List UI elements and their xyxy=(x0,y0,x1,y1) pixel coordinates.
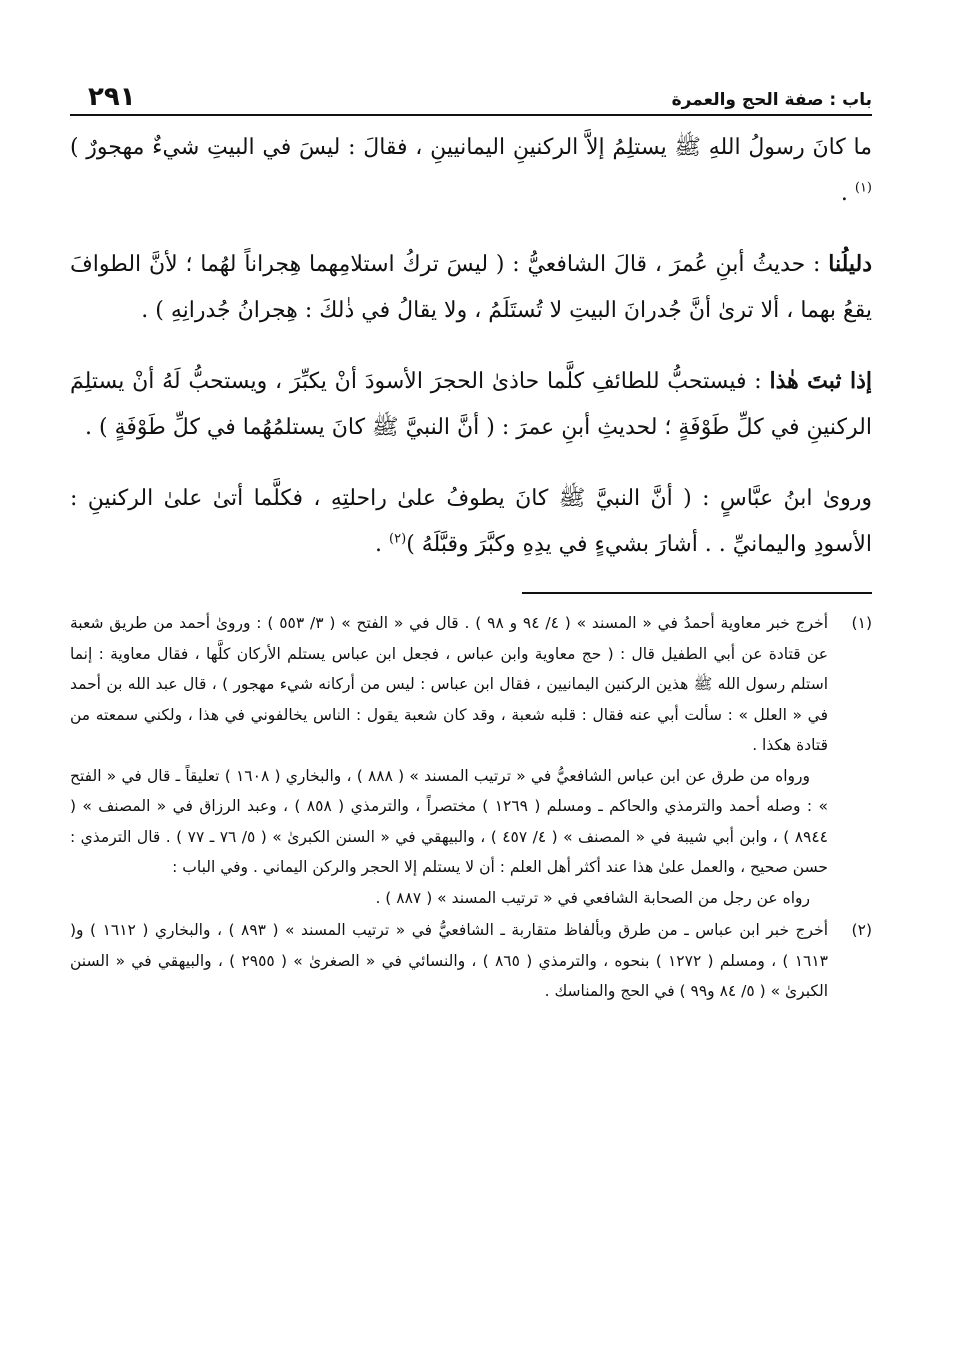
footnote-paragraph: رواه عن رجل من الصحابة الشافعي في « ترتيب المسند » ( ٨٨٧ ) . xyxy=(375,888,810,907)
running-header xyxy=(70,70,872,116)
footnote-paragraph: أخرج خبر معاوية أحمدُ في « المسند » ( ٤/ ٩٤ و ٩٨ ) . قال في « الفتح » ( ٣/ ٥٥٣ ) : وروىٰ أحمد من طريق شعبة عن قتادة عن أبي الطفيل قال : ( حج معاوية وابن عباس ، فجعل ابن عباس يستلم الأركان كلَّها ، فقال معاوية : إنما استلم رسول الله ﷺ هذين الركنين اليمانيين ، فقال ابن عباس : ليس من أركانه شيء مهجور ) ، قال عبد الله بن أحمد في « العلل » : سألت أبي عنه فقال : قلبه شعبة ، وقد كان شعبة يقول : الناس يخالفوني في هذا ، ولكني سمعته من قتادة هكذا . xyxy=(70,614,829,754)
paragraph-text: ورویٰ ابنُ عبَّاسٍ : ( أنَّ النبيَّ ﷺ كانَ يطوفُ علىٰ راحلتِهِ ، فكلَّما أتىٰ علىٰ الركنينِ : الأسودِ واليمانيِّ . . أشارَ بشيءٍ في يدِهِ وكبَّرَ وقبَّلَهُ ) xyxy=(70,486,872,557)
footnote-paragraph: ورواه من طرق عن ابن عباس الشافعيُّ في « ترتيب المسند » ( ٨٨٨ ) ، والبخاري ( ١٦٠٨ ) تعليقاً ـ قال في « الفتح » : وصله أحمد والترمذي والحاكم ـ ومسلم ( ١٢٦٩ ) مختصراً ، والترمذي ( ٨٥٨ ) ، وعبد الرزاق في « المصنف » ( ٨٩٤٤ ) ، وابن أبي شيبة في « المصنف » ( ٤/ ٤٥٧ ) ، والبيهقي في « السنن الكبرىٰ » ( ٥/ ٧٦ ـ ٧٧ ) . قال الترمذي : حسن صحيح ، والعمل علىٰ هذا عند أكثر أهل العلم : أن لا يستلم إلا الحجر والركن اليماني . وفي الباب : xyxy=(70,766,828,876)
paragraph-3 xyxy=(70,358,872,451)
paragraph-lead: إذا ثبتَ هٰذا xyxy=(769,368,872,394)
chapter-title: باب : صفة الحج والعمرة xyxy=(671,90,872,110)
footnote-separator xyxy=(522,592,872,594)
footnote-ref-2[interactable]: (٢) xyxy=(389,531,407,547)
footnote-number: (٢) xyxy=(851,921,872,939)
footnote-body xyxy=(70,915,828,1007)
paragraph-4 xyxy=(70,475,872,568)
main-text xyxy=(70,124,872,568)
paragraph-2 xyxy=(70,241,872,334)
footnote-paragraph: أخرج خبر ابن عباس ـ من طرق وبألفاظ متقاربة ـ الشافعيُّ في « ترتيب المسند » ( ٨٩٣ ) ، والبخاري ( ١٦١٢ ) و( ١٦١٣ ) ، ومسلم ( ١٢٧٢ ) بنحوه ، والترمذي ( ٨٦٥ ) ، والنسائي في « الصغرىٰ » ( ٢٩٥٥ ) ، والبيهقي في « السنن الكبرىٰ » ( ٥/ ٨٤ و٩٩ ) في الحج والمناسك . xyxy=(70,921,828,1000)
paragraph-lead: دليلُنا xyxy=(828,251,872,277)
footnote-body xyxy=(70,608,828,913)
footnotes xyxy=(70,608,872,1007)
paragraph-1 xyxy=(70,124,872,217)
book-page xyxy=(70,70,872,1009)
paragraph-text: : حديثُ أبنِ عُمرَ ، قالَ الشافعيُّ : ( ليسَ تركُ استلامِهما هِجراناً لهُما ؛ لأنَّ الطوافَ يقعُ بهما ، ألا ترىٰ أنَّ جُدرانَ البيتِ لا تُستَلَمُ ، ولا يقالُ في ذٰلكَ : هِجرانُ جُدرانِهِ ) . xyxy=(70,252,872,323)
footnote-ref-1[interactable]: (١) xyxy=(854,180,872,196)
footnote-number: (١) xyxy=(851,614,872,632)
page-number: ٢٩١ xyxy=(88,82,136,112)
footnote-1 xyxy=(70,608,872,913)
footnote-2 xyxy=(70,915,872,1007)
paragraph-text: ما كانَ رسولُ اللهِ ﷺ يستلِمُ إلاَّ الركنينِ اليمانيينِ ، فقالَ : ليسَ في البيتِ شيءٌ مهجورٌ ) xyxy=(70,135,872,160)
paragraph-tail: . xyxy=(840,181,855,206)
paragraph-text: : فيستحبُّ للطائفِ كلَّما حاذىٰ الحجرَ الأسودَ أنْ يكبِّرَ ، ويستحبُّ لَهُ أنْ يستلِمَ الركنينِ في كلِّ طَوْفَةٍ ؛ لحديثِ أبنِ عمرَ : ( أنَّ النبيَّ ﷺ كانَ يستلمُهُما في كلِّ طَوْفَةٍ ) . xyxy=(70,369,872,440)
paragraph-tail: . xyxy=(375,532,390,557)
